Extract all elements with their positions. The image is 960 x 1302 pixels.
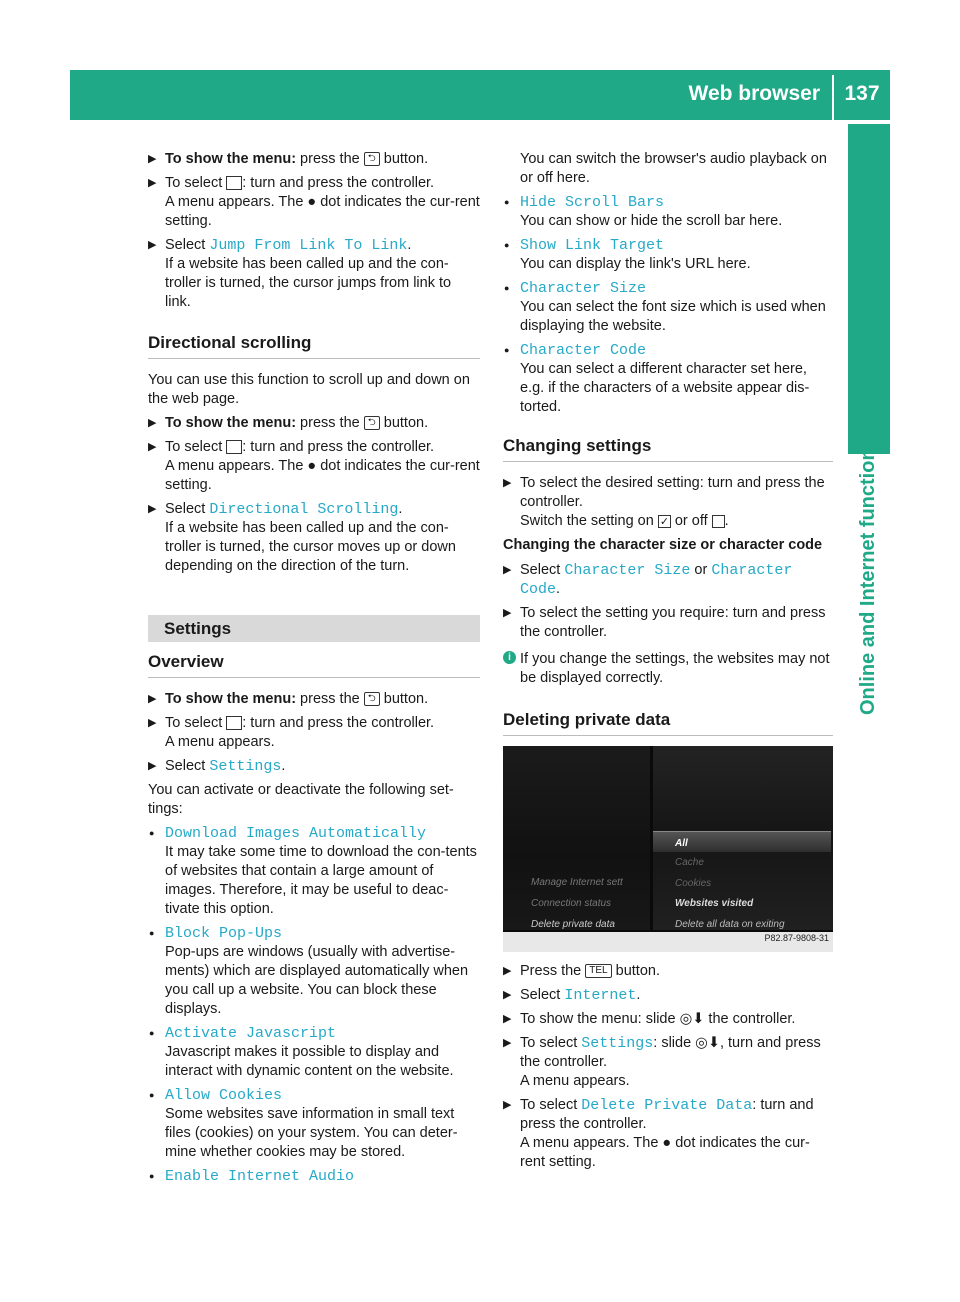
bullet-icon: ● <box>149 828 155 838</box>
arrow-icon: ▶ <box>503 1037 512 1049</box>
list-item: ● Allow Cookies Some websites save information in small text files (cookies) on your system. You can deter-mine whether cookies may be stored. <box>149 1087 458 1160</box>
back-key-icon: ⮌ <box>364 692 380 706</box>
list-item: ● Activate Javascript Javascript makes it possible to display and interact with dynamic content on the website. <box>149 1025 454 1079</box>
list-item: ● Download Images Automatically It may take some time to download the con-tents of websites that contain a large amount of images. Therefore, it may be useful to deac-tivate this option. <box>149 825 477 917</box>
instruction-step: ▶ Select Directional Scrolling. If a website has been called up and the con-troller is turned, the cursor moves up or down depending on the direction of the turn. <box>148 501 456 574</box>
subheading-character-size: Changing the character size or character code <box>503 537 823 553</box>
instruction-step: ▶ To show the menu: slide ◎⬇ the controller. <box>503 1011 796 1027</box>
checkbox-checked-icon: ✓ <box>659 515 670 528</box>
paragraph: You can use this function to scroll up and down on the web page. <box>148 372 470 407</box>
list-item: ● Enable Internet Audio <box>149 1168 355 1185</box>
instruction-step: ▶ Press the TEL button. <box>503 963 660 979</box>
instruction-step: ▶ Select Internet. <box>503 987 641 1004</box>
menu-item-code: Settings <box>209 758 282 775</box>
instruction-step: ▶ To select : turn and press the controller. A menu appears. The ● dot indicates the cur-rent setting. <box>148 175 480 229</box>
arrow-icon: ▶ <box>148 153 157 165</box>
section-title: Web browser <box>688 82 820 105</box>
instruction-step: ▶ To select : turn and press the controller. A menu appears. <box>148 715 435 750</box>
arrow-icon: ▶ <box>503 989 512 1001</box>
tel-key-icon: TEL <box>585 964 611 978</box>
heading-overview: Overview <box>148 652 480 678</box>
instruction-step: ▶ Select Character Size or Character Code. <box>503 562 793 598</box>
arrow-icon: ▶ <box>148 693 157 705</box>
arrow-icon: ▶ <box>148 417 157 429</box>
bullet-icon: ● <box>504 240 510 250</box>
arrow-icon: ▶ <box>148 503 157 515</box>
heading-directional-scrolling: Directional scrolling <box>148 333 480 359</box>
info-icon: i <box>503 651 516 664</box>
bullet-icon: ● <box>149 928 155 938</box>
left-column <box>148 150 480 1191</box>
instruction-step: ▶ To select the desired setting: turn and press the controller. Switch the setting on ✓ or off . <box>503 475 825 529</box>
dot-icon: ● <box>662 1135 672 1151</box>
checkbox-empty-icon <box>712 515 725 528</box>
bullet-icon: ● <box>149 1171 155 1181</box>
instruction-step: ▶ To select Settings: slide ◎⬇, turn and press the controller. A menu appears. <box>503 1035 821 1089</box>
list-item: ● Block Pop-Ups Pop-ups are windows (usually with advertise-ments) which are displayed automatically when you call up a website. You can block these displays. <box>149 925 469 1017</box>
arrow-icon: ▶ <box>148 441 157 453</box>
bullet-icon: ● <box>504 283 510 293</box>
arrow-icon: ▶ <box>148 177 157 189</box>
instruction-step: ▶ To show the menu: press the ⮌ button. <box>148 415 429 431</box>
instruction-step: ▶ To show the menu: press the ⮌ button. <box>148 151 429 167</box>
instruction-step: ▶ To select : turn and press the controller. A menu appears. The ● dot indicates the cur-rent setting. <box>148 439 480 493</box>
menu-item-code: Jump From Link To Link <box>209 237 408 254</box>
back-key-icon: ⮌ <box>364 416 380 430</box>
heading-changing-settings: Changing settings <box>503 436 833 462</box>
menu-icon <box>226 440 242 454</box>
display-screenshot <box>503 746 833 952</box>
arrow-icon: ▶ <box>503 1013 512 1025</box>
arrow-icon: ▶ <box>503 1099 512 1111</box>
arrow-icon: ▶ <box>148 760 157 772</box>
list-item: ● Hide Scroll Bars You can show or hide the scroll bar here. <box>504 194 783 229</box>
instruction-step: ▶ Select Jump From Link To Link. If a website has been called up and the con-troller is turned, the cursor jumps from link to link. <box>148 237 452 310</box>
header-separator <box>832 75 834 120</box>
section-band-settings: Settings <box>148 615 480 642</box>
info-note: i If you change the settings, the websites may not be displayed correctly. <box>503 650 833 688</box>
arrow-icon: ▶ <box>148 717 157 729</box>
bullet-icon: ● <box>504 345 510 355</box>
option-cache: Cache <box>675 857 704 868</box>
arrow-icon: ▶ <box>503 477 512 489</box>
option-cookies: Cookies <box>675 878 712 889</box>
menu-icon <box>226 716 242 730</box>
arrow-icon: ▶ <box>503 564 512 576</box>
option-delete-all-exiting: Delete all data on exiting <box>675 919 785 930</box>
list-item: ● Show Link Target You can display the link's URL here. <box>504 237 751 272</box>
arrow-icon: ▶ <box>503 607 512 619</box>
arrow-icon: ▶ <box>148 239 157 251</box>
dot-icon: ● <box>307 458 317 474</box>
menu-item-connection: Connection status <box>531 898 612 909</box>
menu-item-code: Directional Scrolling <box>209 501 399 518</box>
bullet-icon: ● <box>504 197 510 207</box>
option-websites-visited: Websites visited <box>675 898 754 909</box>
bullet-icon: ● <box>149 1028 155 1038</box>
menu-item-delete-private: Delete private data <box>531 919 615 930</box>
instruction-step: ▶ To select the setting you require: turn and press the controller. <box>503 605 826 640</box>
instruction-step: ▶ Select Settings. <box>148 758 286 775</box>
list-item: ● Character Size You can select the font size which is used when displaying the website. <box>504 280 826 334</box>
menu-icon <box>226 176 242 190</box>
bullet-icon: ● <box>149 1090 155 1100</box>
option-all: All <box>675 838 688 849</box>
dot-icon: ● <box>307 194 317 210</box>
back-key-icon: ⮌ <box>364 152 380 166</box>
right-column <box>503 150 833 1177</box>
menu-item-manage: Manage Internet sett <box>531 877 623 888</box>
paragraph: You can switch the browser's audio playback on or off here. <box>520 151 827 186</box>
instruction-step: ▶ To show the menu: press the ⮌ button. <box>148 691 429 707</box>
chapter-tab <box>848 124 890 454</box>
arrow-icon: ▶ <box>503 965 512 977</box>
figure-reference: P82.87-9808-31 <box>764 933 829 943</box>
paragraph: You can activate or deactivate the following set-tings: <box>148 782 454 817</box>
heading-deleting-private-data: Deleting private data <box>503 710 833 736</box>
list-item: ● Character Code You can select a different character set here, e.g. if the characters of a website appear dis-torted. <box>504 342 810 415</box>
instruction-step: ▶ To select Delete Private Data: turn and press the controller. A menu appears. The ● dot indicates the cur-rent setting. <box>503 1097 814 1170</box>
page-number: 137 <box>844 82 880 105</box>
